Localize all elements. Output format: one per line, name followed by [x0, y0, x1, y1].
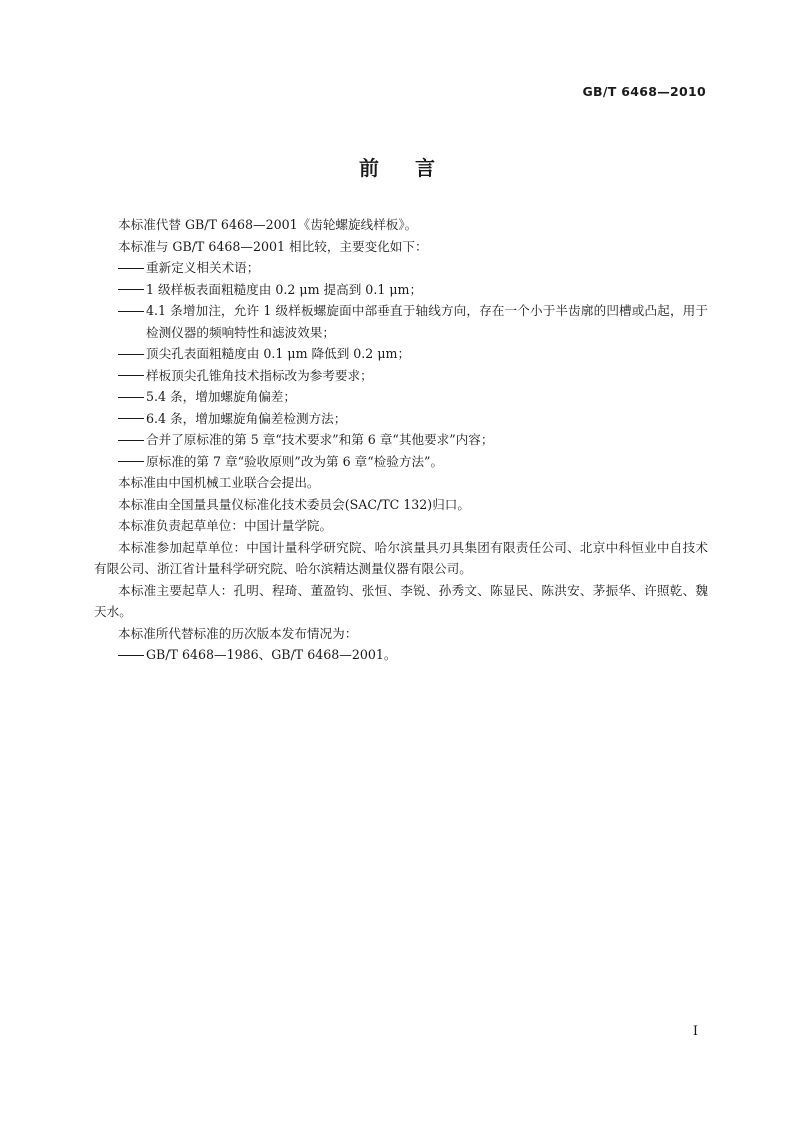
- paragraph-drafting-unit: 本标准负责起草单位：中国计量学院。: [118, 518, 333, 533]
- paragraph-proposed-by: 本标准由中国机械工业联合会提出。: [118, 475, 320, 490]
- list-item: [94, 257, 708, 279]
- list-item-text: 顶尖孔表面粗糙度由 0.1 μm 降低到 0.2 μm；: [146, 346, 411, 361]
- paragraph-changes-intro: 本标准与 GB/T 6468—2001 相比较，主要变化如下：: [118, 238, 428, 254]
- dash-mark: [118, 311, 144, 313]
- list-item-text: 1 级样板表面粗糙度由 0.2 μm 提高到 0.1 μm；: [146, 281, 423, 297]
- dash-mark: [118, 397, 144, 399]
- list-item: [94, 279, 708, 301]
- dash-mark: [118, 289, 144, 291]
- dash-mark: [118, 655, 144, 657]
- dash-mark: [118, 354, 144, 356]
- list-item: [94, 429, 708, 451]
- paragraph-drafters: 本标准主要起草人：孔明、程琦、董盈钧、张恒、李锐、孙秀文、陈显民、陈洪安、茅振华、许照乾、魏天水。: [94, 582, 708, 619]
- list-item: [94, 386, 708, 408]
- dash-mark: [118, 461, 144, 463]
- foreword-body: [94, 214, 708, 666]
- dash-mark: [118, 440, 144, 442]
- list-item-text: 原标准的第 7 章“验收原则”改为第 6 章“检验方法”。: [146, 453, 444, 469]
- paragraph-replaces: 本标准代替 GB/T 6468—2001《齿轮螺旋线样板》。: [118, 217, 418, 232]
- standard-code: GB/T 6468—2010: [582, 84, 706, 99]
- list-item-text: 4.1 条增加注，允许 1 级样板螺旋面中部垂直于轴线方向，存在一个小于半齿廓的凹槽或凸起，用于检测仪器的频响特性和滤波效果；: [146, 303, 708, 340]
- page-title: 前言: [359, 156, 471, 180]
- list-item: [94, 343, 708, 365]
- list-item: [94, 451, 708, 473]
- list-item-text: 合并了原标准的第 5 章“技术要求”和第 6 章“其他要求”内容；: [146, 432, 494, 447]
- list-item: [94, 300, 708, 343]
- dash-mark: [118, 375, 144, 377]
- list-item-text: 6.4 条，增加螺旋角偏差检测方法；: [146, 410, 347, 426]
- paragraph-centralized-by: 本标准由全国量具量仪标准化技术委员会(SAC/TC 132)归口。: [118, 496, 470, 512]
- list-item-text: 5.4 条，增加螺旋角偏差；: [146, 389, 296, 404]
- paragraph-history-intro: 本标准所代替标准的历次版本发布情况为：: [118, 625, 358, 641]
- list-item: [94, 365, 708, 387]
- dash-mark: [118, 418, 144, 420]
- dash-mark: [118, 268, 144, 270]
- list-item: [94, 408, 708, 430]
- page-number: I: [692, 1024, 698, 1039]
- list-item-text: 样板顶尖孔锥角技术指标改为参考要求；: [146, 367, 373, 383]
- list-item-text: 重新定义相关术语；: [146, 260, 260, 275]
- paragraph-participating-units: 本标准参加起草单位：中国计量科学研究院、哈尔滨量具刃具集团有限责任公司、北京中科恒业中自技术有限公司、浙江省计量科学研究院、哈尔滨精达测量仪器有限公司。: [94, 539, 708, 576]
- list-item: [94, 644, 708, 666]
- list-item-text: GB/T 6468—1986、GB/T 6468—2001。: [146, 647, 397, 662]
